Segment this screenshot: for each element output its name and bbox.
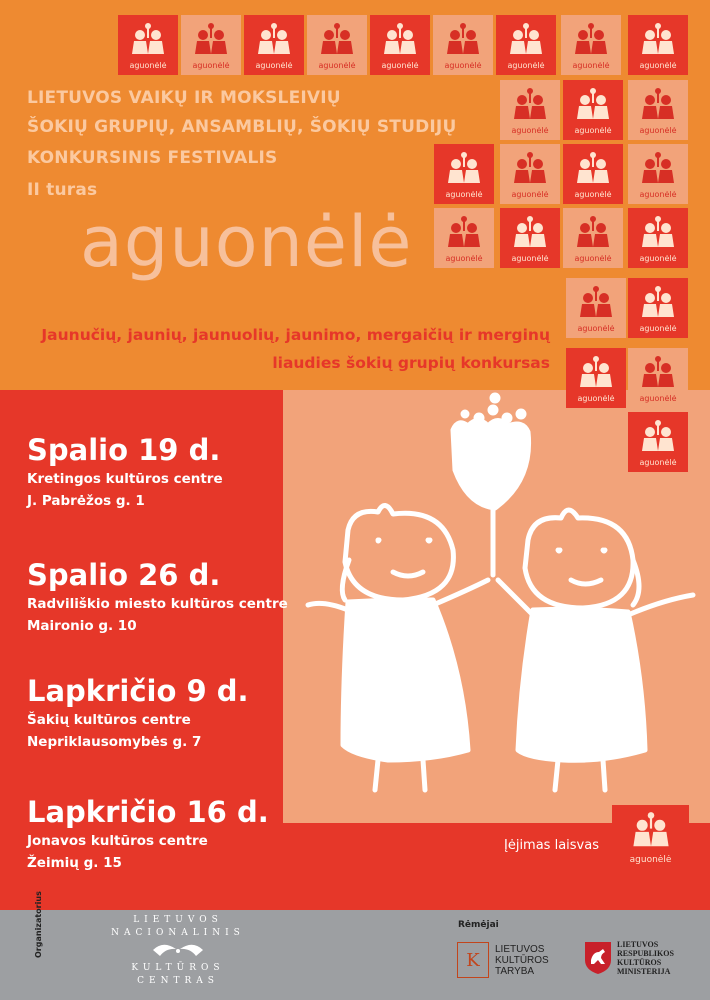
event-venue: Kretingos kultūros centre: [27, 471, 223, 487]
girls-icon: [188, 21, 234, 61]
sponsor-1-line-3: TARYBA: [495, 965, 535, 977]
tile-label: aguonėlė: [639, 393, 677, 403]
tile-label: aguonėlė: [639, 457, 677, 467]
festival-logo-tile: [500, 144, 560, 204]
tile-label: aguonėlė: [507, 60, 545, 70]
tile-label: aguonėlė: [639, 125, 677, 135]
sponsor-1-line-1: LIETUVOS: [495, 943, 545, 955]
tile-label: aguonėlė: [445, 189, 483, 199]
festival-logo-tile: [628, 278, 688, 338]
girls-icon: [314, 21, 360, 61]
girls-icon: [635, 284, 681, 324]
festival-logo-tile: [434, 208, 494, 268]
festival-logo-tile: [561, 15, 621, 75]
festival-logo-tile: [500, 208, 560, 268]
tile-label: aguonėlė: [129, 60, 167, 70]
event-2: [27, 557, 288, 637]
tile-label: aguonėlė: [639, 323, 677, 333]
heading-line-1: LIETUVOS VAIKŲ IR MOKSLEIVIŲ: [27, 88, 341, 108]
festival-logo-tile: [500, 80, 560, 140]
tile-label: aguonėlė: [444, 60, 482, 70]
two-girls-with-flower-illustration: [283, 390, 710, 823]
girls-icon: [570, 86, 616, 126]
girls-icon: [507, 150, 553, 190]
organizer-line-1: LIETUVOS: [133, 915, 223, 925]
organizers-label: Organizatorius: [34, 891, 43, 958]
festival-logo-tile: [628, 144, 688, 204]
tile-label: aguonėlė: [574, 125, 612, 135]
organizer-line-2: NACIONALINIS: [111, 928, 245, 938]
event-date: Lapkričio 16 d.: [27, 795, 269, 829]
event-address: Maironio g. 10: [27, 618, 137, 634]
event-date: Lapkričio 9 d.: [27, 674, 249, 708]
subtitle-line-1: Jaunučių, jaunių, jaunuolių, jaunimo, mergaičių ir merginų: [41, 326, 550, 344]
event-venue: Radviliškio miesto kultūros centre: [27, 596, 288, 612]
tile-label: aguonėlė: [381, 60, 419, 70]
sponsor-1-line-2: KULTŪROS: [495, 954, 549, 966]
tile-label: aguonėlė: [511, 189, 549, 199]
girls-icon: [251, 21, 297, 61]
girls-icon: [503, 21, 549, 61]
free-entry-note: Įėjimas laisvas: [504, 838, 599, 853]
event-date: Spalio 26 d.: [27, 558, 221, 592]
tile-label: aguonėlė: [572, 60, 610, 70]
festival-logo-tile: [433, 15, 493, 75]
girls-icon: [125, 21, 171, 61]
event-4: [27, 794, 269, 874]
tile-label: aguonėlė: [445, 253, 483, 263]
vytis-shield-icon: [583, 940, 613, 976]
logo-tile-label: aguonėlė: [629, 854, 672, 865]
lithuanian-culture-council-logo: [457, 942, 549, 978]
festival-logo-tile: [628, 208, 688, 268]
tile-label: aguonėlė: [639, 253, 677, 263]
festival-logo-tile: [434, 144, 494, 204]
event-address: Žeimių g. 15: [27, 855, 122, 871]
girls-icon: [507, 86, 553, 126]
event-address: Nepriklausomybės g. 7: [27, 734, 202, 750]
girls-icon: [570, 150, 616, 190]
girls-icon: [573, 354, 619, 394]
festival-logo-tile: [496, 15, 556, 75]
organizer-line-4: CENTRAS: [137, 976, 219, 986]
festival-logo-tile: [244, 15, 304, 75]
girls-icon: [573, 284, 619, 324]
festival-logo-tile: [612, 805, 689, 870]
girls-icon: [441, 214, 487, 254]
festival-logo-tile: [118, 15, 178, 75]
girls-icon: [568, 21, 614, 61]
sponsor-2-line-4: MINISTERIJA: [617, 967, 671, 976]
festival-logo-tile: [563, 208, 623, 268]
girls-icon: [635, 354, 681, 394]
heading-line-3: KONKURSINIS FESTIVALIS: [27, 148, 278, 168]
festival-logo-wordmark: aguonėlė: [80, 201, 413, 283]
subtitle-line-2: liaudies šokių grupių konkursas: [272, 354, 550, 372]
organizer-logo: [98, 914, 258, 988]
tile-label: aguonėlė: [574, 189, 612, 199]
tile-label: aguonėlė: [577, 393, 615, 403]
ministry-of-culture-logo: [583, 940, 674, 976]
tile-label: aguonėlė: [639, 189, 677, 199]
organizer-line-3: KULTŪROS: [131, 963, 225, 973]
event-venue: Jonavos kultūros centre: [27, 833, 208, 849]
girls-icon: [440, 21, 486, 61]
event-address: J. Pabrėžos g. 1: [27, 493, 145, 509]
sponsors-label: Rėmėjai: [458, 920, 499, 930]
sponsor-2-line-1: LIETUVOS: [617, 940, 659, 949]
girls-icon: [570, 214, 616, 254]
festival-logo-tile: [307, 15, 367, 75]
festival-logo-tile: [563, 80, 623, 140]
sponsor-2-line-3: KULTŪROS: [617, 958, 662, 967]
tile-label: aguonėlė: [511, 125, 549, 135]
festival-logo-tile: [628, 80, 688, 140]
round-label: II turas: [27, 180, 98, 200]
tile-label: aguonėlė: [192, 60, 230, 70]
festival-logo-tile: [370, 15, 430, 75]
festival-logo-tile: [181, 15, 241, 75]
event-date: Spalio 19 d.: [27, 433, 221, 467]
tile-label: aguonėlė: [255, 60, 293, 70]
tile-label: aguonėlė: [511, 253, 549, 263]
event-1: [27, 432, 223, 512]
girls-icon: [377, 21, 423, 61]
tile-label: aguonėlė: [574, 253, 612, 263]
heading-line-2: ŠOKIŲ GRUPIŲ, ANSAMBLIŲ, ŠOKIŲ STUDIJŲ: [27, 117, 457, 137]
event-venue: Šakių kultūros centre: [27, 712, 191, 728]
girls-icon: [441, 150, 487, 190]
girls-icon: [635, 21, 681, 61]
tile-label: aguonėlė: [318, 60, 356, 70]
sponsor-1-text: [495, 944, 549, 977]
girls-icon: [635, 86, 681, 126]
girls-icon: [623, 811, 679, 855]
tile-label: aguonėlė: [577, 323, 615, 333]
girls-icon: [635, 150, 681, 190]
event-3: [27, 673, 249, 753]
k-mark-icon: K: [457, 942, 489, 978]
birds-emblem-icon: [148, 940, 208, 958]
festival-logo-tile: [566, 278, 626, 338]
sponsor-2-line-2: RESPUBLIKOS: [617, 949, 674, 958]
tile-label: aguonėlė: [639, 60, 677, 70]
girls-icon: [635, 214, 681, 254]
festival-logo-tile: [563, 144, 623, 204]
girls-icon: [507, 214, 553, 254]
sponsor-2-text: [617, 940, 674, 976]
festival-logo-tile: [628, 15, 688, 75]
